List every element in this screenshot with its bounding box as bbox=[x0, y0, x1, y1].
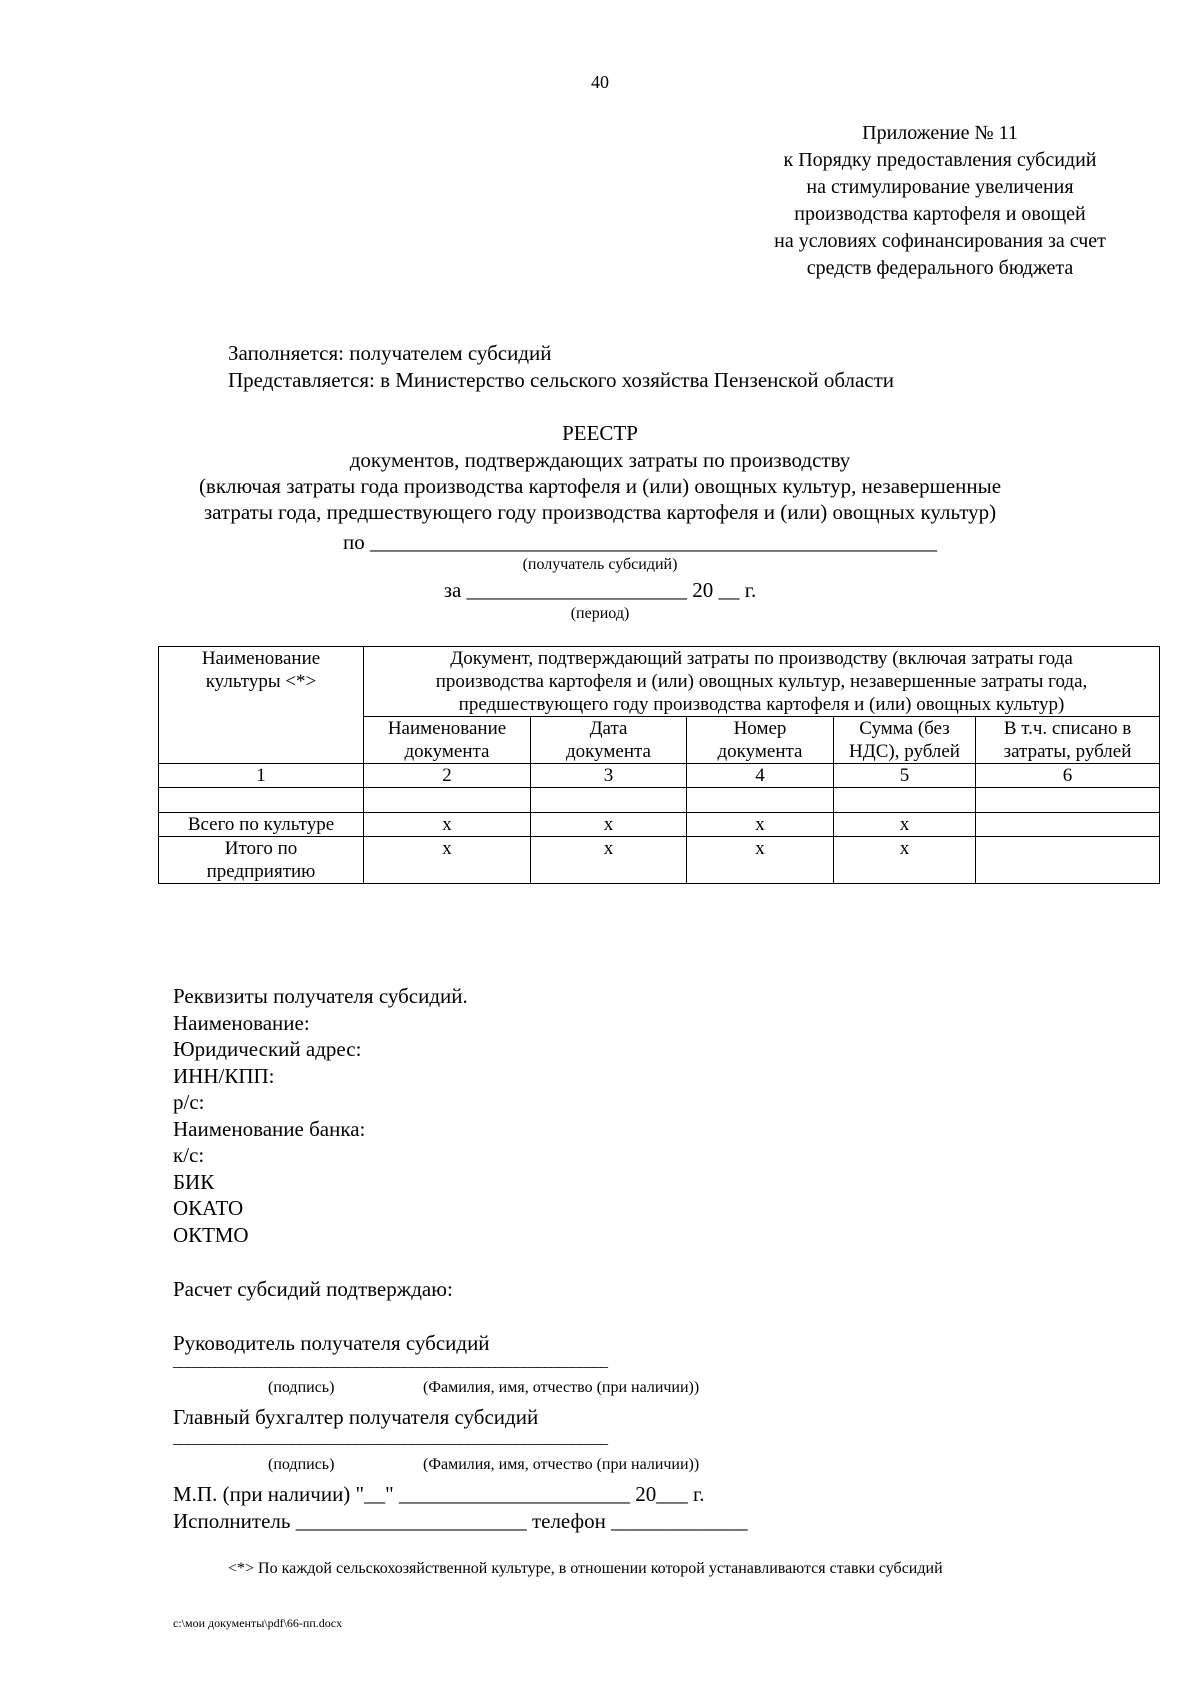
column-number: 4 bbox=[687, 764, 834, 788]
document-title: РЕЕСТР bbox=[562, 421, 638, 445]
table-cell: х bbox=[687, 813, 834, 837]
column-number: 2 bbox=[364, 764, 531, 788]
table-cell bbox=[531, 788, 687, 813]
stamp-date-line: М.П. (при наличии) "__" ______________________ 20___ г. bbox=[173, 1482, 705, 1506]
subtitle-line: документов, подтверждающих затраты по производству bbox=[349, 448, 851, 472]
filled-by-text: Заполняется: получателем субсидий bbox=[228, 341, 552, 365]
column-number: 6 bbox=[976, 764, 1160, 788]
accountant-sign-caption: (подпись) bbox=[268, 1456, 335, 1473]
appendix-line: производства картофеля и овощей bbox=[794, 203, 1086, 225]
appendix-line: на стимулирование увеличения bbox=[806, 176, 1074, 198]
table-cell: х bbox=[834, 813, 976, 837]
submitted-to-text: Представляется: в Министерство сельского хозяйства Пензенской области bbox=[228, 368, 895, 392]
accountant-label: Главный бухгалтер получателя субсидий bbox=[173, 1405, 539, 1429]
table-cell: х bbox=[531, 813, 687, 837]
written-off-header: В т.ч. списано в затраты, рублей bbox=[976, 717, 1160, 764]
subtitle-line: затраты года, предшествующего году производства картофеля и (или) овощных культур) bbox=[203, 500, 997, 524]
column-number: 3 bbox=[531, 764, 687, 788]
column-number: 5 bbox=[834, 764, 976, 788]
footnote: <*> По каждой сельскохозяйственной культуре, в отношении которой устанавливаются ставки субсидий bbox=[228, 1560, 943, 1577]
requisite-line: Наименование банка: bbox=[173, 1116, 366, 1141]
table-cell bbox=[976, 837, 1160, 884]
executor-line: Исполнитель ______________________ телефон _____________ bbox=[173, 1509, 748, 1533]
requisite-line: БИК bbox=[173, 1169, 215, 1194]
accountant-name-caption: (Фамилия, имя, отчество (при наличии)) bbox=[423, 1456, 700, 1473]
file-path: c:\мои документы\pdf\66-пп.docx bbox=[173, 1616, 343, 1630]
head-signature-line: ______________________________________________________________ bbox=[173, 1353, 607, 1370]
appendix-header bbox=[650, 120, 1200, 282]
total-enterprise-label: Итого по предприятию bbox=[159, 837, 364, 884]
head-sign-caption: (подпись) bbox=[268, 1379, 335, 1396]
table-cell: х bbox=[687, 837, 834, 884]
confirm-text: Расчет субсидий подтверждаю: bbox=[173, 1277, 453, 1301]
head-name-caption: (Фамилия, имя, отчество (при наличии)) bbox=[423, 1379, 700, 1396]
appendix-line: средств федерального бюджета bbox=[806, 257, 1074, 279]
table-cell: х bbox=[364, 813, 531, 837]
document-subtitle bbox=[0, 447, 1200, 525]
table-cell bbox=[687, 788, 834, 813]
column-number: 1 bbox=[159, 764, 364, 788]
requisites-title: Реквизиты получателя субсидий. bbox=[173, 984, 468, 1008]
requisite-line: ИНН/КПП: bbox=[173, 1063, 275, 1088]
recipient-caption: (получатель субсидий) bbox=[522, 556, 678, 573]
register-table bbox=[158, 646, 1160, 884]
recipient-requisites bbox=[173, 983, 468, 1248]
appendix-line: на условиях софинансирования за счет bbox=[774, 230, 1106, 252]
table-cell: х bbox=[834, 837, 976, 884]
table-cell: х bbox=[364, 837, 531, 884]
requisite-line: к/с: bbox=[173, 1143, 205, 1167]
period-line: за _____________________ 20 __ г. bbox=[443, 578, 757, 602]
table-cell bbox=[976, 813, 1160, 837]
appendix-line: к Порядку предоставления субсидий bbox=[783, 149, 1097, 171]
period-caption: (период) bbox=[570, 605, 630, 622]
requisite-line: Юридический адрес: bbox=[173, 1037, 362, 1061]
total-crop-row bbox=[159, 813, 1160, 837]
table-cell bbox=[834, 788, 976, 813]
doc-name-header: Наименование документа bbox=[364, 717, 531, 764]
requisite-line: р/с: bbox=[173, 1090, 205, 1114]
table-cell bbox=[976, 788, 1160, 813]
appendix-line: Приложение № 11 bbox=[862, 122, 1018, 144]
document-group-header: Документ, подтверждающий затраты по производству (включая затраты года производства картофеля и (или) овощных культур, незавершенные затраты года, предшествующего году производства картофеля и (или) овощных культур) bbox=[364, 647, 1160, 717]
table-cell: х bbox=[531, 837, 687, 884]
doc-number-header: Номер документа bbox=[687, 717, 834, 764]
total-enterprise-row bbox=[159, 837, 1160, 884]
crop-name-header: Наименование культуры <*> bbox=[159, 647, 364, 764]
head-label: Руководитель получателя субсидий bbox=[173, 1331, 490, 1355]
page-number: 40 bbox=[591, 72, 609, 92]
recipient-line: по ______________________________________________________ bbox=[343, 530, 937, 554]
accountant-signature-line: ______________________________________________________________ bbox=[173, 1430, 607, 1447]
requisite-line: Наименование: bbox=[173, 1010, 310, 1035]
doc-date-header: Дата документа bbox=[531, 717, 687, 764]
requisite-line: ОКТМО bbox=[173, 1222, 249, 1247]
table-header-row bbox=[159, 647, 1160, 717]
table-cell bbox=[364, 788, 531, 813]
total-crop-label: Всего по культуре bbox=[159, 813, 364, 837]
amount-header: Сумма (без НДС), рублей bbox=[834, 717, 976, 764]
table-cell bbox=[159, 788, 364, 813]
requisite-line: ОКАТО bbox=[173, 1196, 244, 1220]
form-routing bbox=[228, 340, 894, 394]
subtitle-line: (включая затраты года производства картофеля и (или) овощных культур, незавершенные bbox=[198, 474, 1002, 498]
column-number-row bbox=[159, 764, 1160, 788]
table-row bbox=[159, 788, 1160, 813]
